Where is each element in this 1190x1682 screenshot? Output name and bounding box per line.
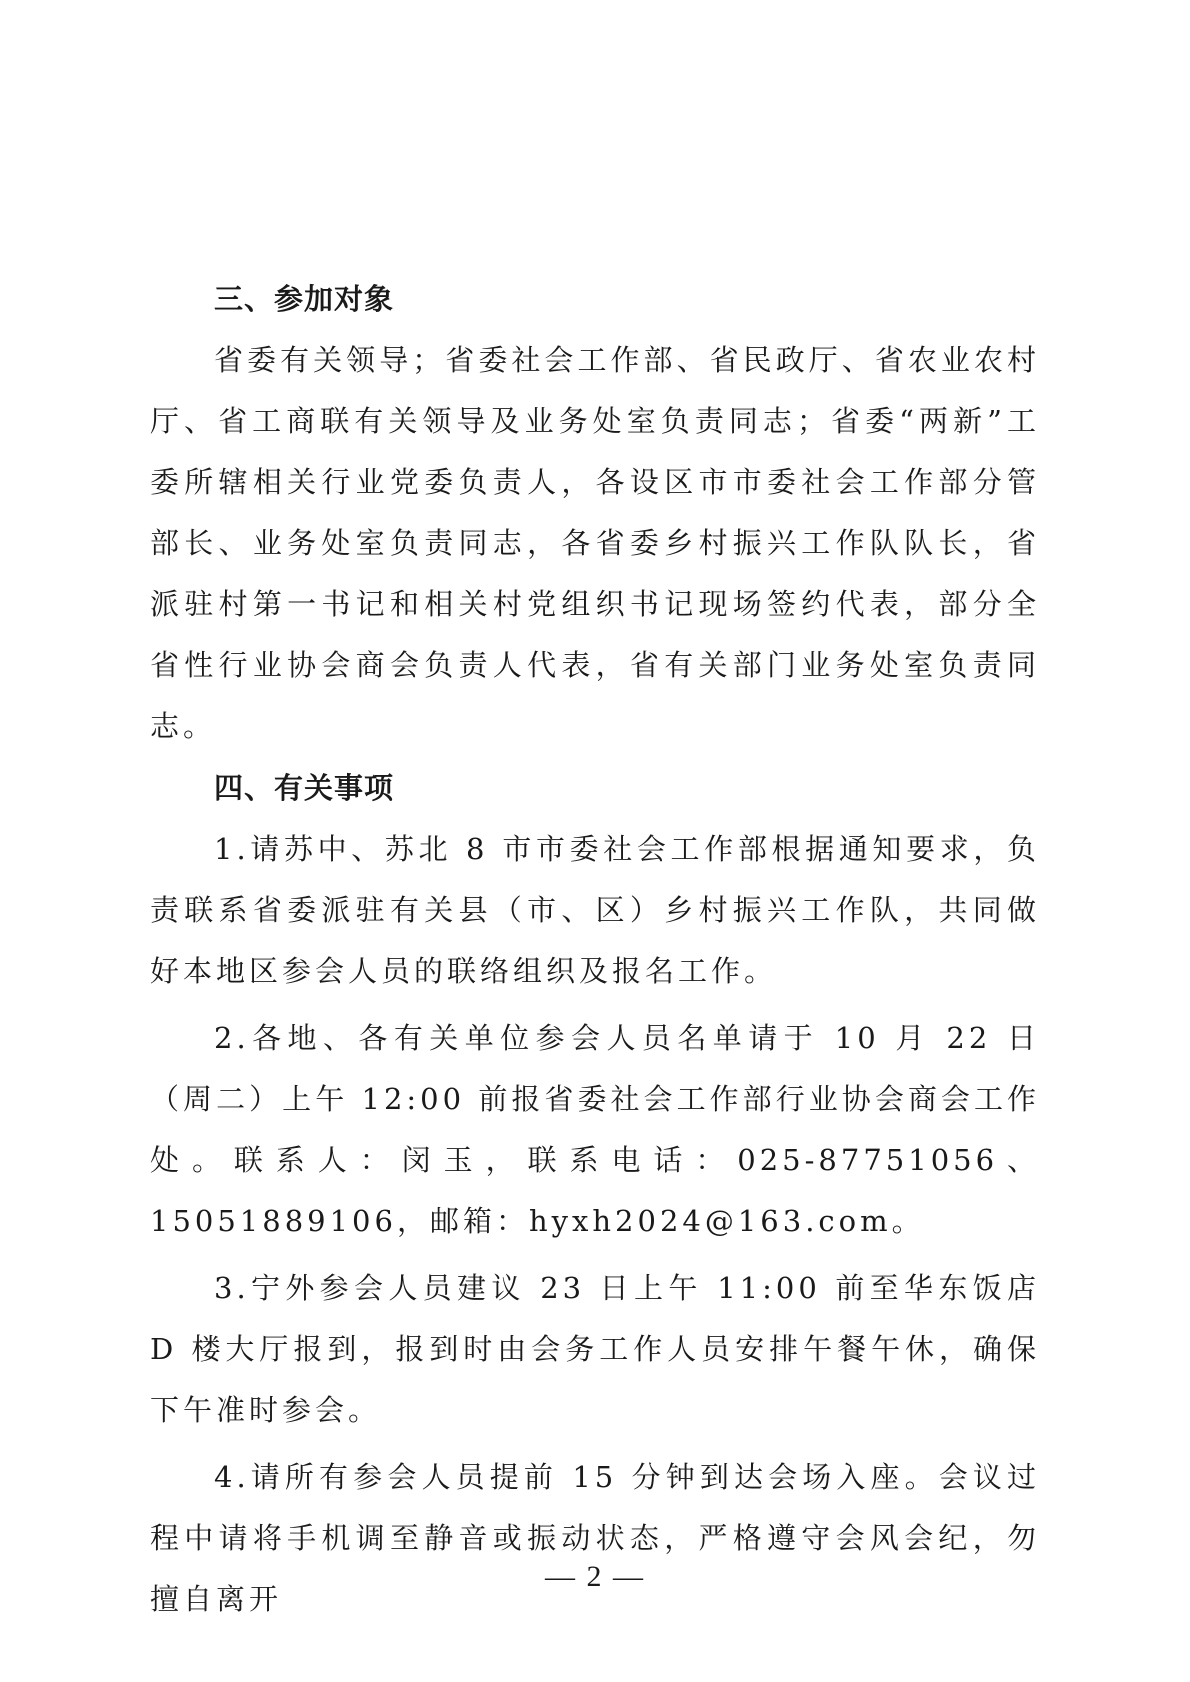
section-4-item-1: 1.请苏中、苏北 8 市市委社会工作部根据通知要求，负责联系省委派驻有关县（市、区）乡村振兴工作队，共同做好本地区参会人员的联络组织及报名工作。 xyxy=(150,832,1040,988)
page-number: — 2 — xyxy=(545,1560,645,1593)
section-3-heading: 三、参加对象 xyxy=(214,282,395,316)
section-3-paragraph: 省委有关领导；省委社会工作部、省民政厅、省农业农村厅、省工商联有关领导及业务处室负责同志；省委“两新”工委所辖相关行业党委负责人，各设区市市委社会工作部分管部长、业务处室负责同志，各省委乡村振兴工作队队长，省派驻村第一书记和相关村党组织书记现场签约代表，部分全省性行业协会商会负责人代表，省有关部门业务处室负责同志。 xyxy=(150,343,1040,743)
section-4-item-3: 3.宁外参会人员建议 23 日上午 11:00 前至华东饭店 D 楼大厅报到，报到时由会务工作人员安排午餐午休，确保下午准时参会。 xyxy=(150,1271,1040,1427)
document-body xyxy=(150,268,1040,1630)
section-4-item-2: 2.各地、各有关单位参会人员名单请于 10 月 22 日（周二）上午 12:00 前报省委社会工作部行业协会商会工作处。联系人：闵玉，联系电话：025-87751056、15051889106，邮箱：hyxh2024@163.com。 xyxy=(150,1021,1040,1238)
section-4-item-4: 4.请所有参会人员提前 15 分钟到达会场入座。会议过程中请将手机调至静音或振动状态，严格遵守会风会纪，勿擅自离开 xyxy=(150,1460,1040,1616)
section-4-heading: 四、有关事项 xyxy=(214,771,395,805)
